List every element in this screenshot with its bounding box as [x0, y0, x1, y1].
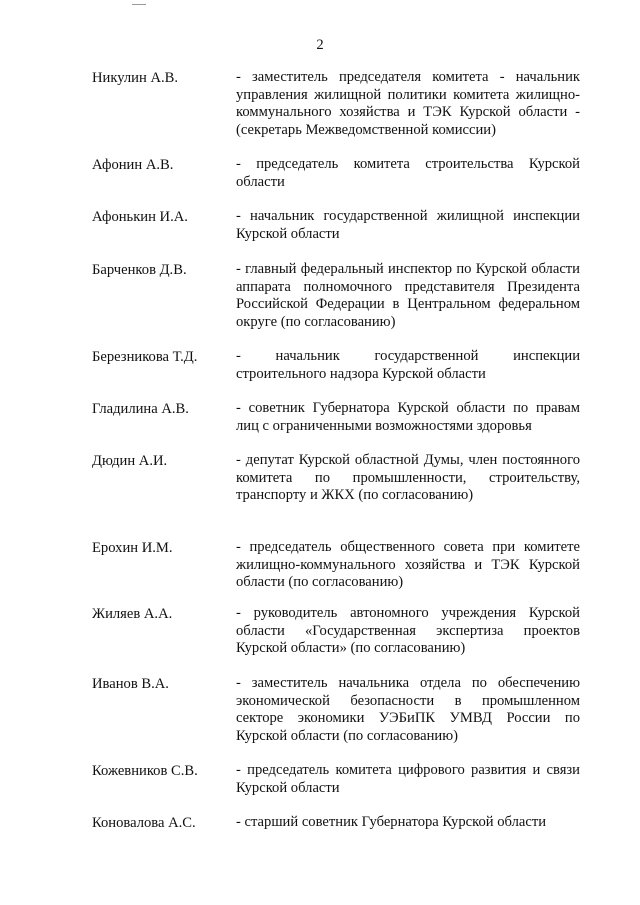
member-role: - депутат Курской областной Думы, член постоянного комитета по промышленности, строительству, транспорту и ЖКХ (по согласованию): [236, 452, 580, 504]
member-name: Коновалова А.С.: [92, 815, 196, 831]
member-role: - главный федеральный инспектор по Курской области аппарата полномочного представителя Президента Российской Федерации в Центральном федеральном округе (по согласованию): [236, 261, 580, 330]
member-role: - председатель комитета строительства Курской области: [236, 156, 580, 190]
member-name: Гладилина А.В.: [92, 401, 189, 417]
scan-artifact-line: [132, 4, 146, 5]
member-name: Иванов В.А.: [92, 676, 169, 692]
member-name: Барченков Д.В.: [92, 262, 187, 278]
member-role: - председатель комитета цифрового развития и связи Курской области: [236, 762, 580, 796]
page-number: 2: [316, 37, 324, 53]
member-name: Ерохин И.М.: [92, 540, 173, 556]
member-name: Березникова Т.Д.: [92, 349, 198, 365]
member-role: - заместитель председателя комитета - начальник управления жилищной политики комитета жилищно-коммунального хозяйства и ТЭК Курской области - (секретарь Межведомственной комиссии): [236, 69, 580, 138]
member-name: Дюдин А.И.: [92, 453, 168, 469]
member-role: - старший советник Губернатора Курской области: [236, 814, 547, 830]
member-role: - заместитель начальника отдела по обеспечению экономической безопасности в промышленном секторе экономики УЭБиПК УМВД России по Курской области (по согласованию): [236, 675, 580, 744]
member-role: - руководитель автономного учреждения Курской области «Государственная экспертиза проектов Курской области» (по согласованию): [236, 605, 580, 657]
member-name: Кожевников С.В.: [92, 763, 198, 779]
member-name: Афонькин И.А.: [92, 209, 188, 225]
member-name: Афонин А.В.: [92, 157, 174, 173]
member-role: - начальник государственной инспекции строительного надзора Курской области: [236, 348, 580, 382]
member-role: - начальник государственной жилищной инспекции Курской области: [236, 208, 580, 242]
member-name: Жиляев А.А.: [92, 606, 173, 622]
member-name: Никулин А.В.: [92, 70, 179, 86]
member-role: - председатель общественного совета при комитете жилищно-коммунального хозяйства и ТЭК Курской области (по согласованию): [236, 539, 580, 591]
member-role: - советник Губернатора Курской области по правам лиц с ограниченными возможностями здоровья: [236, 400, 580, 434]
